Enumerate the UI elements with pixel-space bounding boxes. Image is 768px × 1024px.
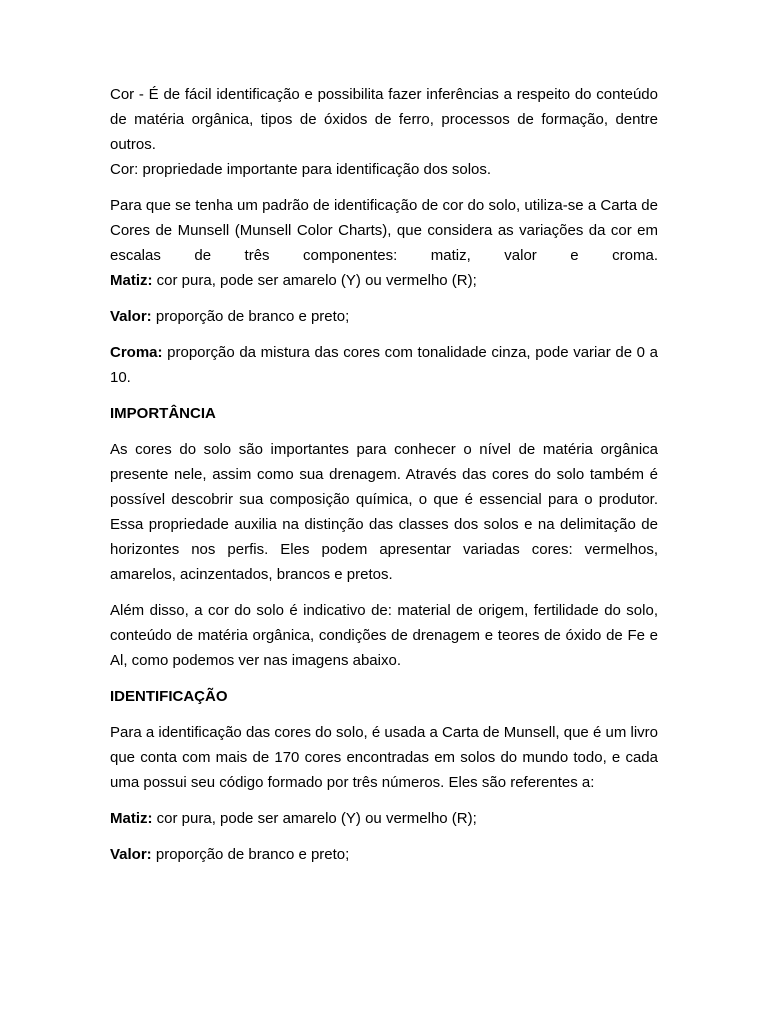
document-page: [110, 82, 658, 867]
heading-importancia: IMPORTÂNCIA: [110, 405, 216, 422]
item-matiz: Matiz: cor pura, pode ser amarelo (Y) ou vermelho (R);: [110, 272, 477, 289]
heading-identificacao: IDENTIFICAÇÃO: [110, 688, 228, 705]
item-croma: Croma: proporção da mistura das cores com tonalidade cinza, pode variar de 0 a 10.: [110, 344, 658, 386]
paragraph-cor-intro: Cor - É de fácil identificação e possibilita fazer inferências a respeito do conteúdo de matéria orgânica, tipos de óxidos de ferro, processos de formação, dentre outros.: [110, 86, 658, 153]
paragraph-cor-definition: Cor: propriedade importante para identificação dos solos.: [110, 161, 492, 178]
item-valor: Valor: proporção de branco e preto;: [110, 308, 350, 325]
paragraph-identificacao: Para a identificação das cores do solo, é usada a Carta de Munsell, que é um livro que conta com mais de 170 cores encontradas em solos do mundo todo, e cada uma possui seu código formado por três números. Eles são referentes a:: [110, 724, 658, 791]
item-matiz-2: Matiz: cor pura, pode ser amarelo (Y) ou vermelho (R);: [110, 810, 477, 827]
paragraph-importancia-1: As cores do solo são importantes para conhecer o nível de matéria orgânica presente nele, assim como sua drenagem. Através das cores do solo também é possível descobrir sua composição química, o que é essencial para o produtor. Essa propriedade auxilia na distinção das classes dos solos e na delimitação de horizontes nos perfis. Eles podem apresentar variadas cores: vermelhos, amarelos, acinzentados, brancos e pretos.: [110, 441, 658, 583]
item-valor-2: Valor: proporção de branco e preto;: [110, 846, 350, 863]
paragraph-importancia-2: Além disso, a cor do solo é indicativo de: material de origem, fertilidade do solo, conteúdo de matéria orgânica, condições de drenagem e teores de óxido de Fe e Al, como podemos ver nas imagens abaixo.: [110, 602, 658, 669]
paragraph-munsell-intro: Para que se tenha um padrão de identificação de cor do solo, utiliza-se a Carta de Cores de Munsell (Munsell Color Charts), que considera as variações da cor em escalas de três componentes: matiz, valor e croma.: [110, 197, 658, 264]
